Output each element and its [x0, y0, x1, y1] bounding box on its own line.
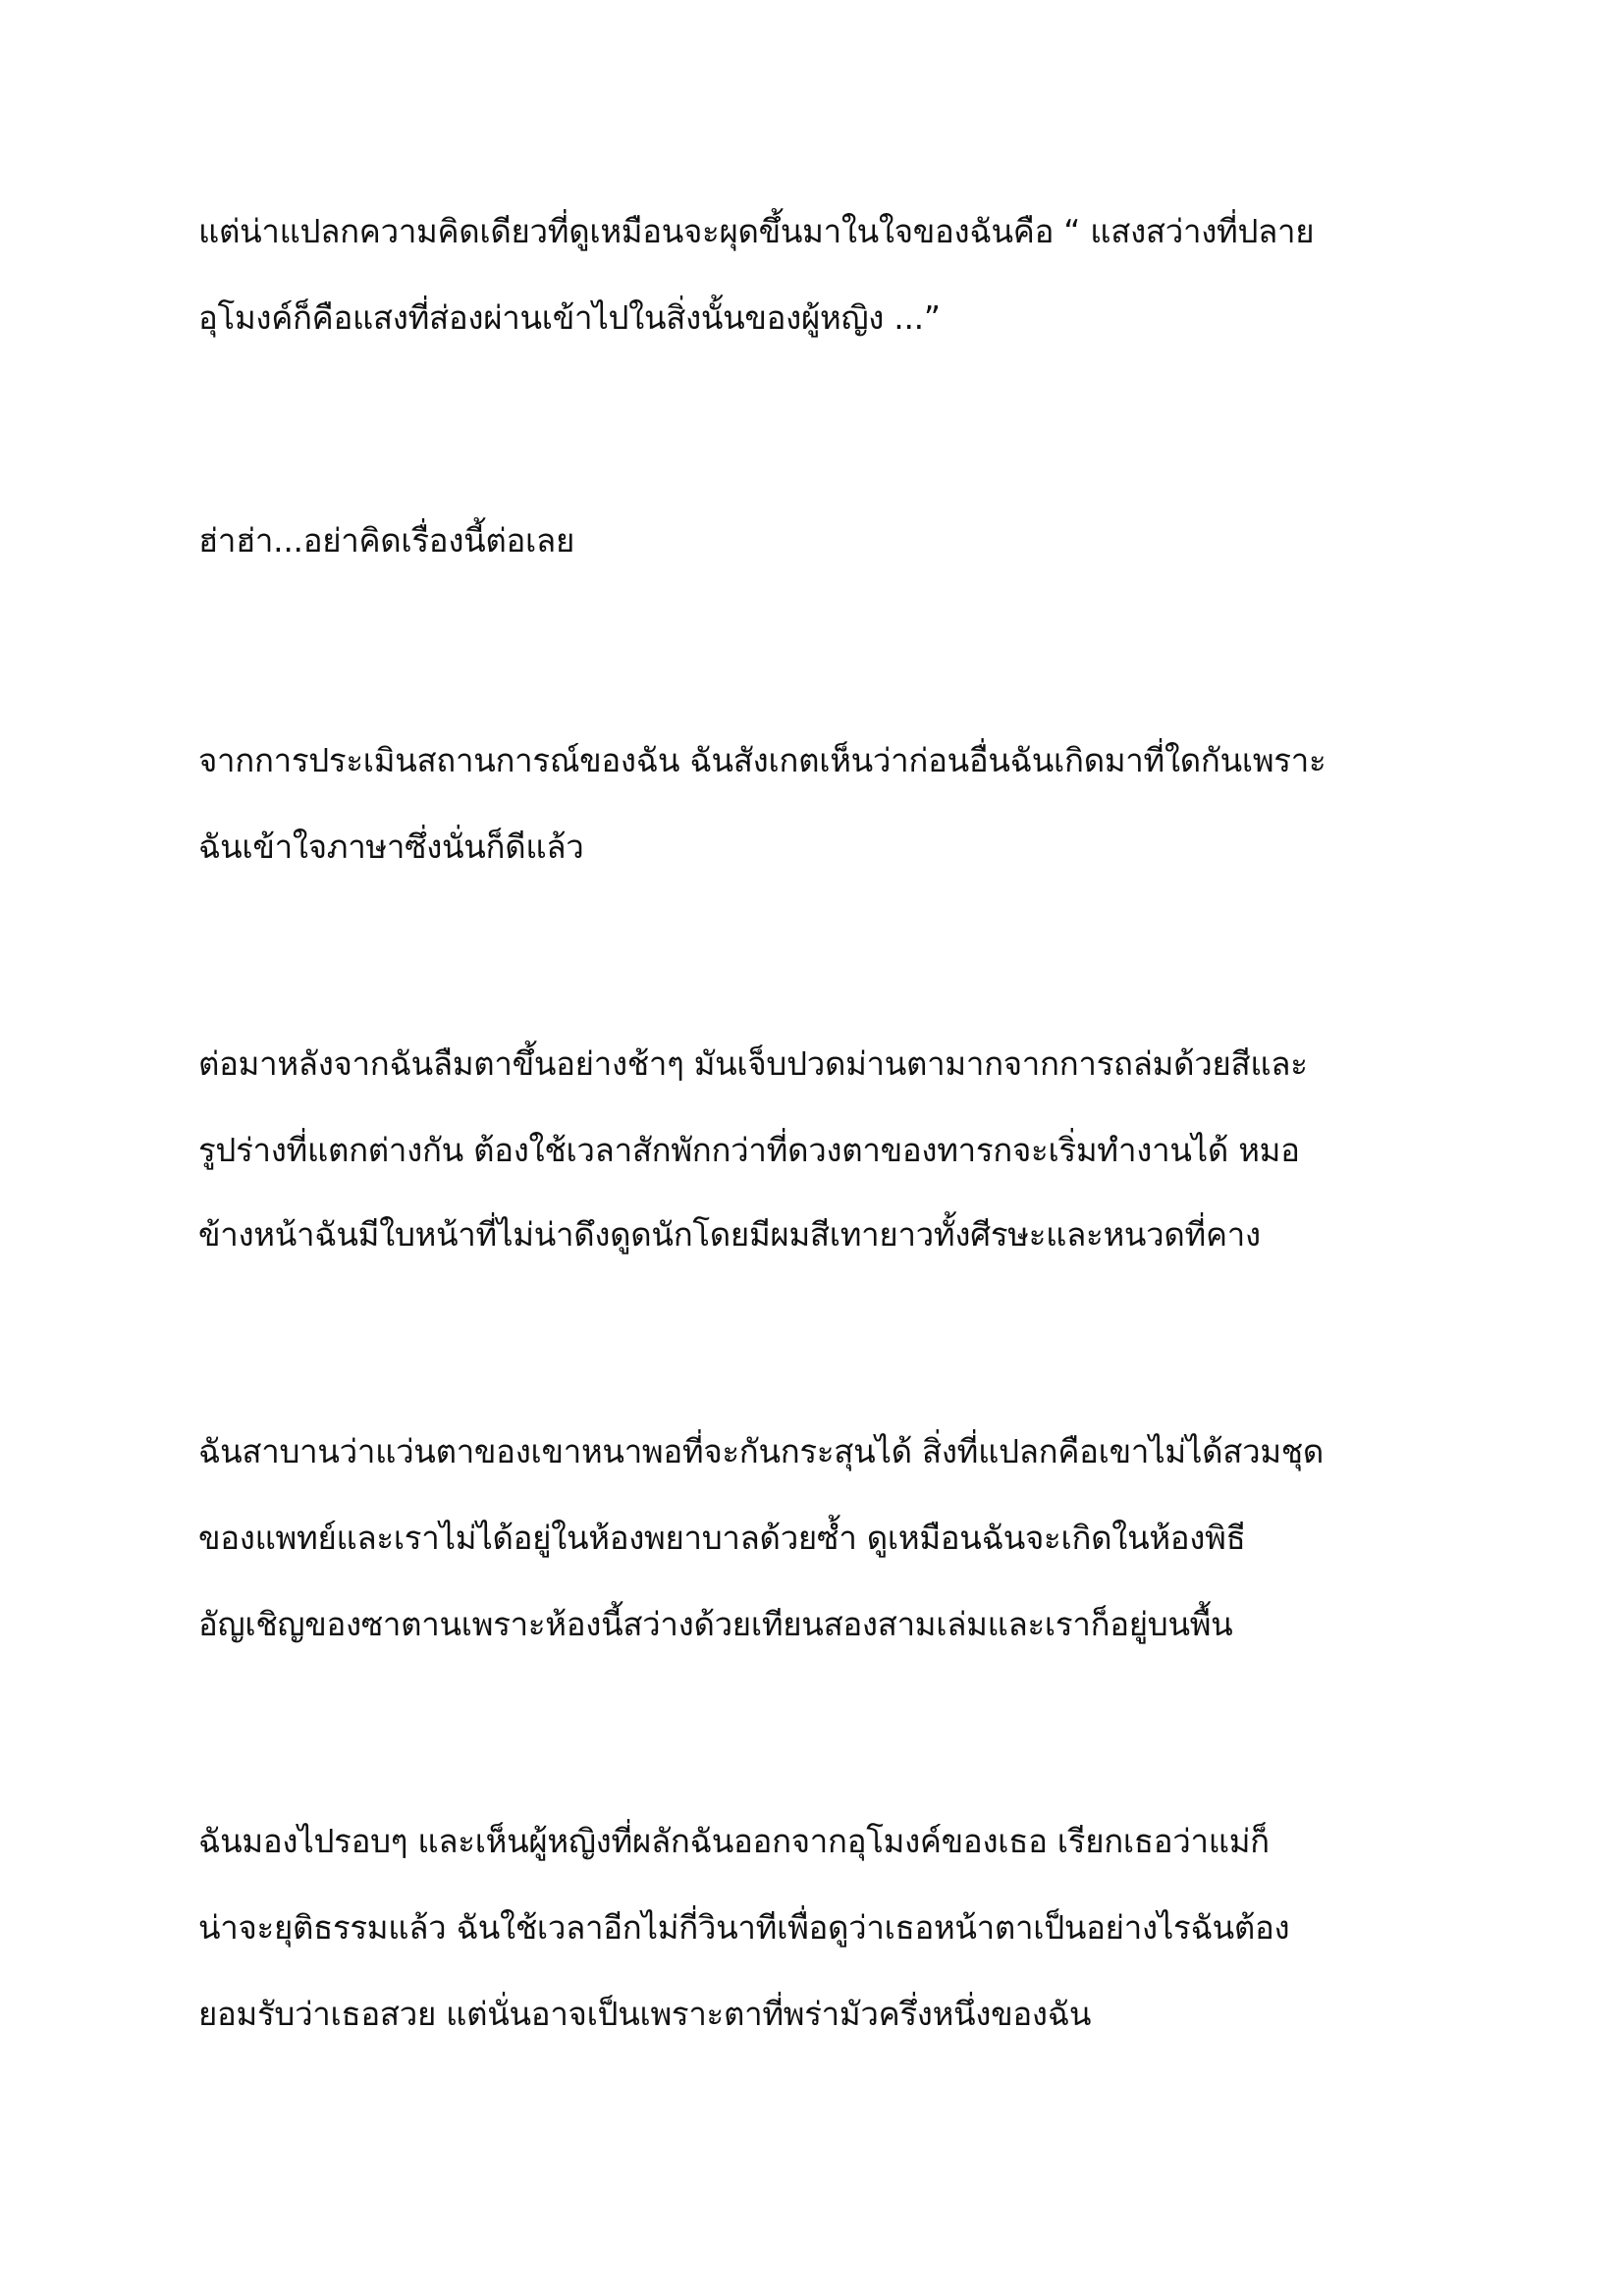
- paragraph-6-line-3: ยอมรับว่าเธอสวย แต่นั่นอาจเป็นเพราะตาที่พร่ามัวครึ่งหนึ่งของฉัน: [198, 1995, 1092, 2033]
- paragraph-3-line-1: จากการประเมินสถานการณ์ของฉัน ฉันสังเกตเห็นว่าก่อนอื่นฉันเกิดมาที่ใดกันเพราะ: [198, 741, 1326, 779]
- paragraph-6-line-2: น่าจะยุติธรรมแล้ว ฉันใช้เวลาอีกไม่กี่วินาทีเพื่อดูว่าเธอหน้าตาเป็นอย่างไรฉันต้อง: [198, 1908, 1290, 1947]
- paragraph-4-line-1: ต่อมาหลังจากฉันลืมตาขึ้นอย่างช้าๆ มันเจ็บปวดม่านตามากจากการถล่มด้วยสีและ: [198, 1044, 1308, 1083]
- paragraph-5-line-3: อัญเชิญของซาตานเพราะห้องนี้สว่างด้วยเทียนสองสามเล่มและเราก็อยู่บนพื้น: [198, 1605, 1233, 1643]
- paragraph-6-line-1: ฉันมองไปรอบๆ และเห็นผู้หญิงที่ผลักฉันออกจากอุโมงค์ของเธอ เรียกเธอว่าแม่ก็: [198, 1822, 1270, 1860]
- paragraph-4-line-2: รูปร่างที่แตกต่างกัน ต้องใช้เวลาสักพักกว่าที่ดวงตาของทารกจะเริ่มทำงานได้ หมอ: [198, 1131, 1300, 1169]
- paragraph-4-line-3: ข้างหน้าฉันมีใบหน้าที่ไม่น่าดึงดูดนักโดยมีผมสีเทายาวทั้งศีรษะและหนวดที่คาง: [198, 1215, 1261, 1254]
- paragraph-1-line-2: อุโมงค์ก็คือแสงที่ส่องผ่านเข้าไปในสิ่งนั้นของผู้หญิง ...”: [198, 298, 941, 337]
- paragraph-2-line-1: ฮ่าฮ่า...อย่าคิดเรื่องนี้ต่อเลย: [198, 521, 574, 560]
- paragraph-3-line-2: ฉันเข้าใจภาษาซึ่งนั่นก็ดีแล้ว: [198, 828, 584, 866]
- paragraph-1-line-1: แต่น่าแปลกความคิดเดียวที่ดูเหมือนจะผุดขึ้นมาในใจของฉันคือ “ แสงสว่างที่ปลาย: [198, 212, 1315, 250]
- paragraph-5-line-1: ฉันสาบานว่าแว่นตาของเขาหนาพอที่จะกันกระสุนได้ สิ่งที่แปลกคือเขาไม่ได้สวมชุด: [198, 1432, 1325, 1470]
- paragraph-5-line-2: ของแพทย์และเราไม่ได้อยู่ในห้องพยาบาลด้วยซ้ำ ดูเหมือนฉันจะเกิดในห้องพิธี: [198, 1519, 1246, 1557]
